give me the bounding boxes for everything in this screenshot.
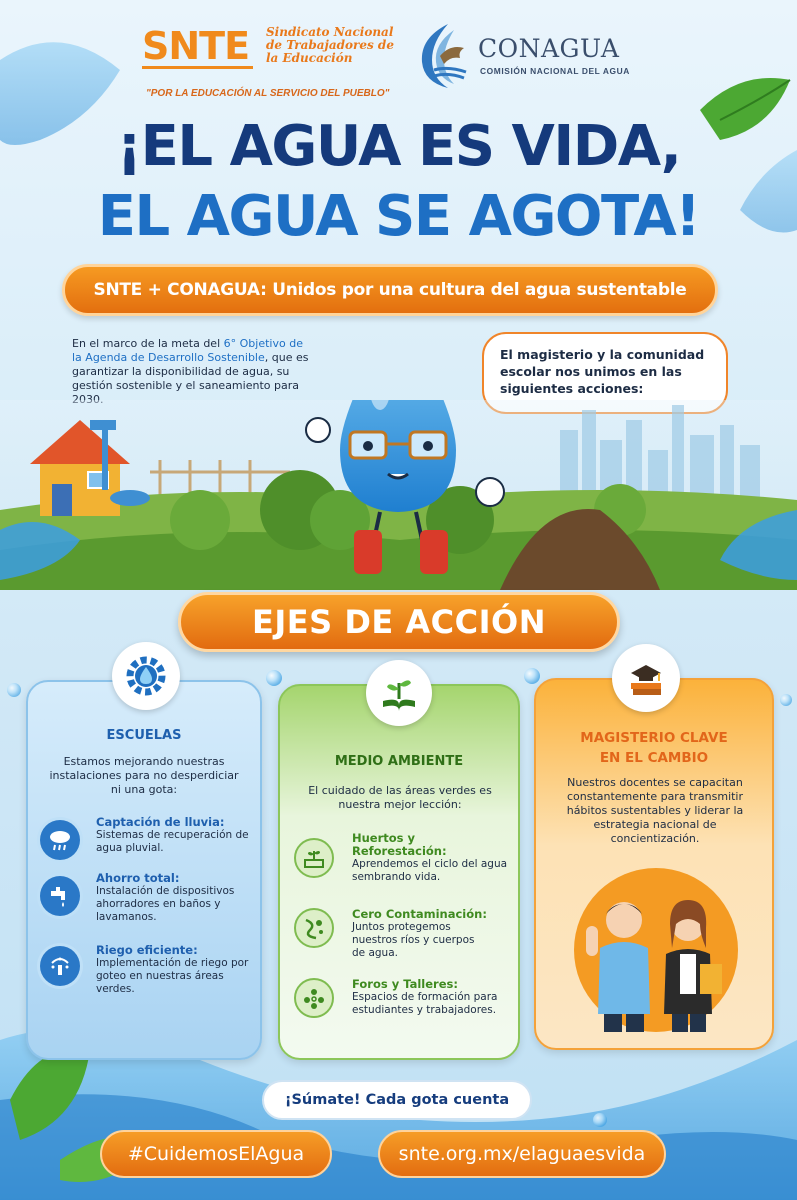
snte-logo — [142, 22, 392, 102]
item-title: Captación de lluvia: — [96, 815, 225, 829]
item-title: Foros y Talleres: — [352, 977, 458, 991]
intro-text-part-1: En el marco de la meta del — [72, 337, 224, 350]
list-item — [96, 944, 256, 996]
escuelas-title: ESCUELAS — [106, 728, 182, 743]
medio-ambiente-intro: El cuidado de las áreas verdes es nuestra mejor lección: — [308, 784, 492, 811]
garden-icon — [294, 838, 334, 878]
conagua-subtitle: COMISIÓN NACIONAL DEL AGUA — [480, 66, 630, 76]
item-title: Riego eficiente: — [96, 943, 198, 957]
graduation-cap-icon — [623, 655, 669, 701]
item-title: Ahorro total: — [96, 871, 180, 885]
join-banner: ¡Súmate! Cada gota cuenta — [262, 1080, 532, 1120]
list-item — [352, 908, 512, 960]
list-item — [352, 978, 502, 1017]
gear-drop-icon — [123, 653, 169, 699]
list-item — [96, 816, 256, 855]
intro-highlight: 6° Objetivo de la Agenda de Desarrollo Sostenible — [72, 337, 303, 364]
intro-paragraph — [72, 337, 312, 407]
plant-book-icon — [377, 671, 421, 715]
sprinkler-icon — [40, 946, 80, 986]
magisterio-intro: Nuestros docentes se capacitan constantemente para transmitir hábitos sustentables y liderar la estrategia nacional de concientización. — [566, 776, 744, 845]
escuelas-badge — [112, 642, 180, 710]
teachers-illustration — [566, 864, 746, 1034]
side-note-bubble: El magisterio y la comunidad escolar nos unimos en las siguientes acciones: — [482, 332, 728, 414]
river-icon — [294, 908, 334, 948]
conagua-name: CONAGUA — [478, 34, 620, 63]
snte-full-name: Sindicato Nacional de Trabajadores de la Educación — [266, 25, 394, 65]
intro-text-part-2: , que es garantizar la disponibilidad de agua, su gestión sostenible y el saneamiento para 2030. — [72, 351, 309, 406]
forum-icon — [294, 978, 334, 1018]
escuelas-intro: Estamos mejorando nuestras instalaciones para no desperdiciar ni una gota: — [49, 755, 239, 796]
conagua-logo — [414, 20, 644, 90]
main-title-line-2: EL AGUA SE AGOTA! — [97, 184, 700, 249]
landscape-scene-illustration — [0, 400, 797, 590]
item-description: Instalación de dispositivos ahorradores en baños y lavamanos. — [96, 885, 235, 923]
item-title: Huertos y Reforestación: — [352, 831, 447, 858]
list-item — [352, 832, 512, 884]
item-description: Sistemas de recuperación de agua pluvial. — [96, 829, 249, 854]
list-item — [96, 872, 256, 924]
item-title: Cero Contaminación: — [352, 907, 487, 921]
snte-logo-mark: SNTE — [142, 26, 253, 69]
magisterio-title: MAGISTERIO CLAVE EN EL CAMBIO — [580, 730, 728, 766]
item-description: Aprendemos el ciclo del agua sembrando vida. — [352, 858, 508, 883]
website-link[interactable]: snte.org.mx/elaguaesvida — [378, 1130, 666, 1178]
snte-slogan: "POR LA EDUCACIÓN AL SERVICIO DEL PUEBLO" — [146, 88, 390, 99]
subtitle-banner: SNTE + CONAGUA: Unidos por una cultura del agua sustentable — [62, 264, 718, 316]
faucet-icon — [40, 876, 80, 916]
magisterio-badge — [612, 644, 680, 712]
item-description: Implementación de riego por goteo en nuestras áreas verdes. — [96, 957, 249, 995]
section-title-banner: EJES DE ACCIÓN — [178, 592, 620, 652]
item-description: Juntos protegemos nuestros ríos y cuerpos de agua. — [352, 921, 475, 959]
medio-ambiente-title: MEDIO AMBIENTE — [334, 754, 464, 769]
item-description: Espacios de formación para estudiantes y trabajadores. — [352, 991, 498, 1016]
rain-cloud-icon — [40, 820, 80, 860]
hashtag-pill: #CuidemosElAgua — [100, 1130, 332, 1178]
conagua-emblem-icon — [414, 20, 474, 90]
main-title-line-1: ¡EL AGUA ES VIDA, — [116, 114, 681, 179]
medio-ambiente-badge — [366, 660, 432, 726]
